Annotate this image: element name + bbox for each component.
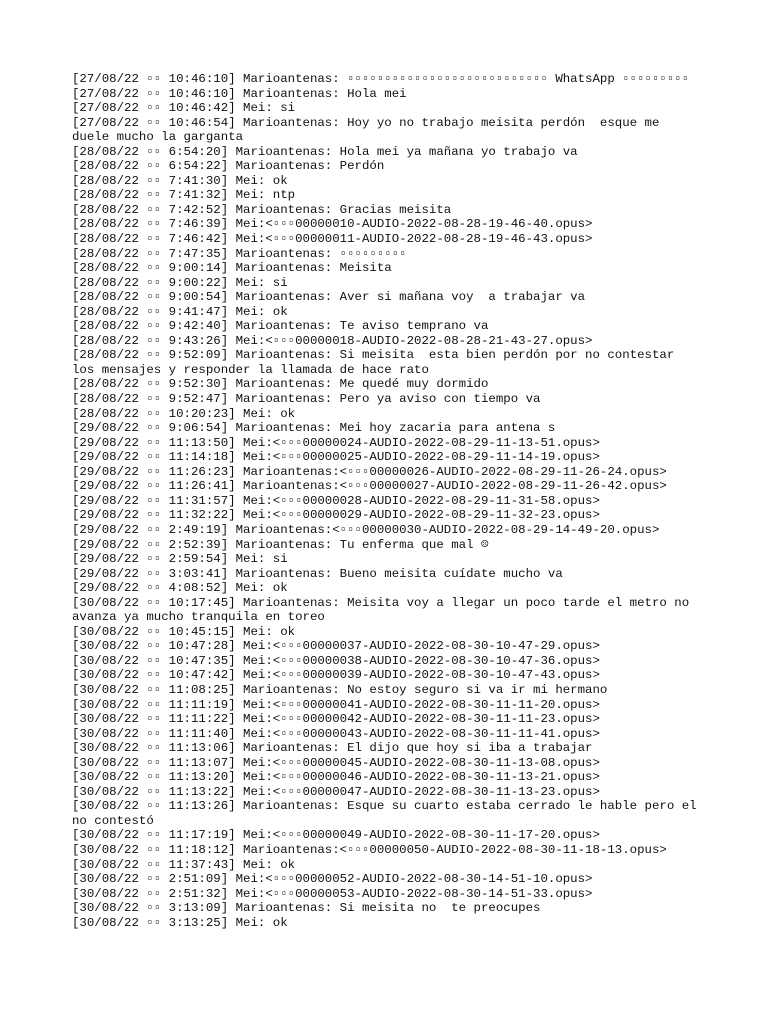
chat-line: [30/08/22 ▫▫ 11:17:19] Mei:<▫▫▫00000049-AUDIO-2022-08-30-11-17-20.opus> <box>72 828 600 843</box>
chat-line: [30/08/22 ▫▫ 11:13:26] Marioantenas: Esque su cuarto estaba cerrado le hable pero el no contestó <box>72 799 705 828</box>
chat-line: [28/08/22 ▫▫ 9:52:30] Marioantenas: Me quedé muy dormido <box>72 377 489 392</box>
chat-line: [29/08/22 ▫▫ 2:52:39] Marioantenas: Tu enferma que mal ☹ <box>72 537 489 552</box>
chat-line: [30/08/22 ▫▫ 10:47:42] Mei:<▫▫▫00000039-AUDIO-2022-08-30-10-47-43.opus> <box>72 668 600 683</box>
chat-line: [30/08/22 ▫▫ 11:37:43] Mei: ok <box>72 857 296 872</box>
chat-line: [30/08/22 ▫▫ 11:13:20] Mei:<▫▫▫00000046-AUDIO-2022-08-30-11-13-21.opus> <box>72 770 600 785</box>
chat-line: [29/08/22 ▫▫ 11:13:50] Mei:<▫▫▫00000024-AUDIO-2022-08-29-11-13-51.opus> <box>72 435 600 450</box>
chat-line: [30/08/22 ▫▫ 10:45:15] Mei: ok <box>72 624 296 639</box>
chat-line: [28/08/22 ▫▫ 6:54:20] Marioantenas: Hola mei ya mañana yo trabajo va <box>72 144 578 159</box>
chat-line: [28/08/22 ▫▫ 9:00:14] Marioantenas: Meisita <box>72 261 392 276</box>
chat-line: [29/08/22 ▫▫ 11:31:57] Mei:<▫▫▫00000028-AUDIO-2022-08-29-11-31-58.opus> <box>72 493 600 508</box>
chat-line: [28/08/22 ▫▫ 7:46:39] Mei:<▫▫▫00000010-AUDIO-2022-08-28-19-46-40.opus> <box>72 217 593 232</box>
chat-line: [30/08/22 ▫▫ 2:51:32] Mei:<▫▫▫00000053-AUDIO-2022-08-30-14-51-33.opus> <box>72 886 593 901</box>
chat-line: [30/08/22 ▫▫ 2:51:09] Mei:<▫▫▫00000052-AUDIO-2022-08-30-14-51-10.opus> <box>72 872 593 887</box>
chat-line: [29/08/22 ▫▫ 4:08:52] Mei: ok <box>72 581 288 596</box>
chat-line: [28/08/22 ▫▫ 9:42:40] Marioantenas: Te aviso temprano va <box>72 319 489 334</box>
chat-line: [29/08/22 ▫▫ 11:14:18] Mei:<▫▫▫00000025-AUDIO-2022-08-29-11-14-19.opus> <box>72 450 600 465</box>
chat-line: [30/08/22 ▫▫ 11:13:06] Marioantenas: El dijo que hoy si iba a trabajar <box>72 741 593 756</box>
chat-line: [27/08/22 ▫▫ 10:46:42] Mei: si <box>72 101 296 116</box>
chat-line: [27/08/22 ▫▫ 10:46:10] Marioantenas: ▫▫▫▫▫▫▫▫▫▫▫▫▫▫▫▫▫▫▫▫▫▫▫▫▫▫▫ WhatsApp ▫▫▫▫▫▫▫▫▫ <box>72 72 690 86</box>
chat-line: [28/08/22 ▫▫ 7:46:42] Mei:<▫▫▫00000011-AUDIO-2022-08-28-19-46-43.opus> <box>72 232 593 247</box>
chat-line: [30/08/22 ▫▫ 3:13:25] Mei: ok <box>72 915 288 930</box>
chat-line: [28/08/22 ▫▫ 9:00:22] Mei: si <box>72 275 288 290</box>
chat-line: [30/08/22 ▫▫ 11:13:22] Mei:<▫▫▫00000047-AUDIO-2022-08-30-11-13-23.opus> <box>72 784 600 799</box>
chat-line: [28/08/22 ▫▫ 9:52:47] Marioantenas: Pero ya aviso con tiempo va <box>72 392 541 407</box>
chat-line: [30/08/22 ▫▫ 11:08:25] Marioantenas: No estoy seguro si va ir mi hermano <box>72 682 608 697</box>
chat-line: [28/08/22 ▫▫ 9:43:26] Mei:<▫▫▫00000018-AUDIO-2022-08-28-21-43-27.opus> <box>72 333 593 348</box>
chat-line: [30/08/22 ▫▫ 11:11:40] Mei:<▫▫▫00000043-AUDIO-2022-08-30-11-11-41.opus> <box>72 726 600 741</box>
chat-line: [28/08/22 ▫▫ 9:00:54] Marioantenas: Aver si mañana voy a trabajar va <box>72 290 586 305</box>
chat-line: [29/08/22 ▫▫ 11:26:23] Marioantenas:<▫▫▫00000026-AUDIO-2022-08-29-11-26-24.opus> <box>72 464 667 479</box>
chat-line: [29/08/22 ▫▫ 3:03:41] Marioantenas: Bueno meisita cuídate mucho va <box>72 566 563 581</box>
chat-line: [30/08/22 ▫▫ 11:13:07] Mei:<▫▫▫00000045-AUDIO-2022-08-30-11-13-08.opus> <box>72 755 600 770</box>
chat-line: [28/08/22 ▫▫ 7:41:30] Mei: ok <box>72 173 288 188</box>
chat-line: [29/08/22 ▫▫ 9:06:54] Marioantenas: Mei hoy zacaria para antena s <box>72 421 556 436</box>
chat-line: [30/08/22 ▫▫ 3:13:09] Marioantenas: Si meisita no te preocupes <box>72 901 541 916</box>
chat-line: [28/08/22 ▫▫ 9:41:47] Mei: ok <box>72 304 288 319</box>
chat-line: [30/08/22 ▫▫ 10:17:45] Marioantenas: Meisita voy a llegar un poco tarde el metro no avanza ya mucho tranquila en toreo <box>72 595 697 625</box>
chat-line: [28/08/22 ▫▫ 10:20:23] Mei: ok <box>72 406 296 421</box>
chat-line: [27/08/22 ▫▫ 10:46:10] Marioantenas: Hola mei <box>72 86 407 101</box>
chat-line: [30/08/22 ▫▫ 11:18:12] Marioantenas:<▫▫▫00000050-AUDIO-2022-08-30-11-18-13.opus> <box>72 842 667 857</box>
chat-line: [28/08/22 ▫▫ 7:41:32] Mei: ntp <box>72 188 296 203</box>
chat-log-text <box>72 72 705 930</box>
chat-line: [30/08/22 ▫▫ 10:47:28] Mei:<▫▫▫00000037-AUDIO-2022-08-30-10-47-29.opus> <box>72 639 600 654</box>
chat-line: [30/08/22 ▫▫ 10:47:35] Mei:<▫▫▫00000038-AUDIO-2022-08-30-10-47-36.opus> <box>72 653 600 668</box>
chat-line: [29/08/22 ▫▫ 11:26:41] Marioantenas:<▫▫▫00000027-AUDIO-2022-08-29-11-26-42.opus> <box>72 479 667 494</box>
chat-line: [28/08/22 ▫▫ 9:52:09] Marioantenas: Si meisita esta bien perdón por no contestar los mensajes y responder la llamada de hace rato <box>72 348 682 377</box>
chat-line: [29/08/22 ▫▫ 11:32:22] Mei:<▫▫▫00000029-AUDIO-2022-08-29-11-32-23.opus> <box>72 508 600 523</box>
chat-line: [27/08/22 ▫▫ 10:46:54] Marioantenas: Hoy yo no trabajo meisita perdón esque me duele mucho la garganta <box>72 115 667 145</box>
chat-line: [29/08/22 ▫▫ 2:49:19] Marioantenas:<▫▫▫00000030-AUDIO-2022-08-29-14-49-20.opus> <box>72 522 660 537</box>
chat-line: [30/08/22 ▫▫ 11:11:22] Mei:<▫▫▫00000042-AUDIO-2022-08-30-11-11-23.opus> <box>72 712 600 727</box>
chat-line: [29/08/22 ▫▫ 2:59:54] Mei: si <box>72 552 288 567</box>
chat-line: [30/08/22 ▫▫ 11:11:19] Mei:<▫▫▫00000041-AUDIO-2022-08-30-11-11-20.opus> <box>72 697 600 712</box>
chat-line: [28/08/22 ▫▫ 7:42:52] Marioantenas: Gracias meisita <box>72 202 452 217</box>
chat-line: [28/08/22 ▫▫ 6:54:22] Marioantenas: Perdón <box>72 159 385 174</box>
chat-line: [28/08/22 ▫▫ 7:47:35] Marioantenas: ▫▫▫▫▫▫▫▫▫ <box>72 246 407 261</box>
